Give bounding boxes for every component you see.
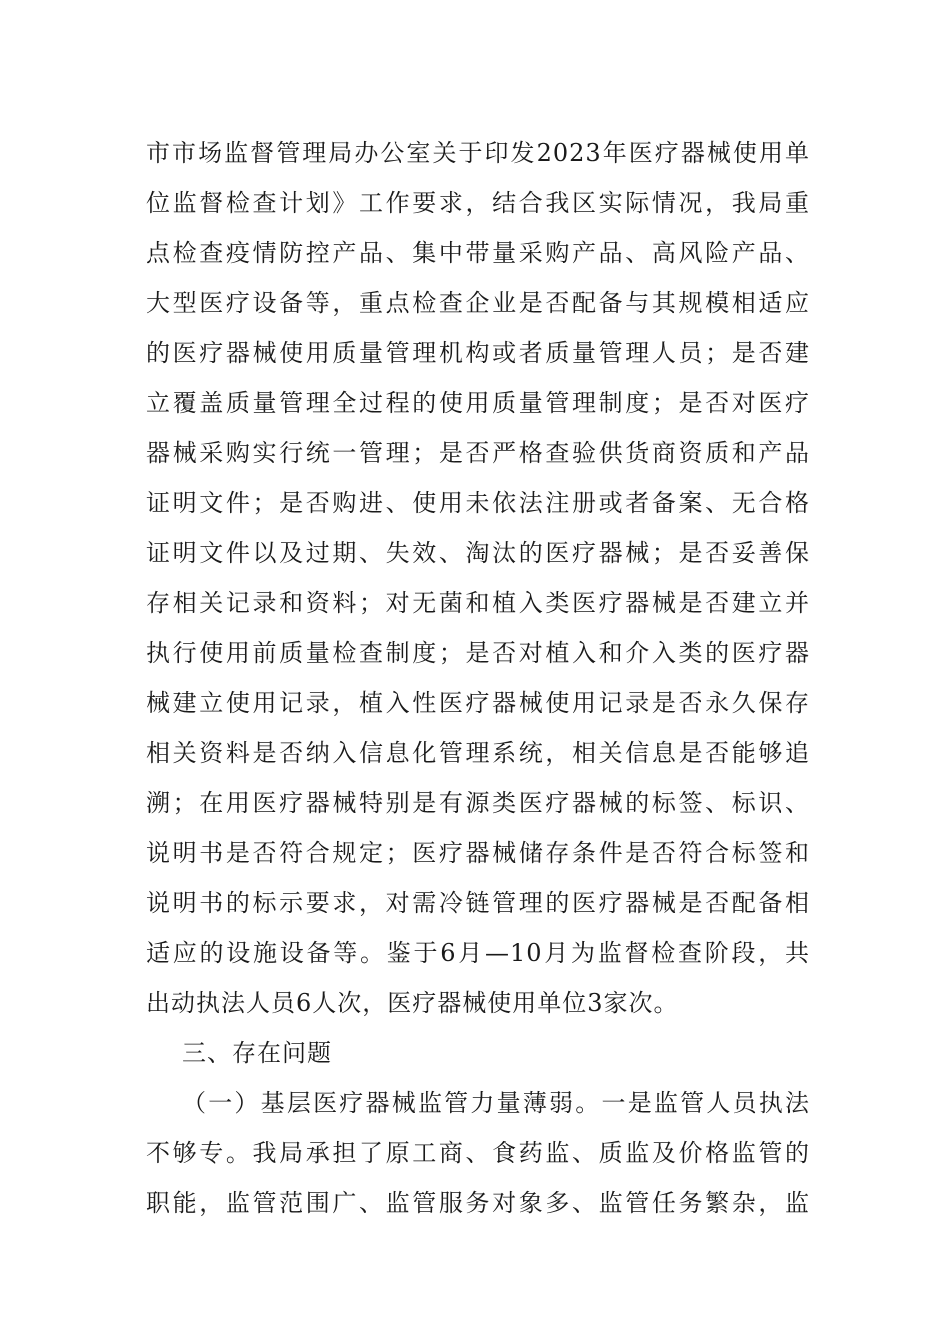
text-line: （一）基层医疗器械监管力量薄弱。一是监管人员执法 [182, 1089, 810, 1117]
text-line: 大型医疗设备等，重点检查企业是否配备与其规模相适应 [146, 289, 810, 317]
paragraph-weak-supervision [146, 1078, 810, 1228]
text-line: 证明文件以及过期、失效、淘汰的医疗器械；是否妥善保 [146, 539, 810, 567]
text-line: 执行使用前质量检查制度；是否对植入和介入类的医疗器 [146, 639, 810, 667]
section-heading: 三、存在问题 [182, 1039, 332, 1067]
text-line: 不够专。我局承担了原工商、食药监、质监及价格监管的 [146, 1139, 810, 1167]
text-line: 说明书的标示要求，对需冷链管理的医疗器械是否配备相 [146, 889, 810, 917]
text-line: 的医疗器械使用质量管理机构或者质量管理人员；是否建 [146, 339, 810, 367]
paragraph-inspection-scope [146, 128, 810, 1028]
text-line: 说明书是否符合规定；医疗器械储存条件是否符合标签和 [146, 839, 810, 867]
text-line: 证明文件；是否购进、使用未依法注册或者备案、无合格 [146, 489, 810, 517]
text-line: 市市场监督管理局办公室关于印发2023年医疗器械使用单 [146, 139, 810, 167]
document-body [146, 128, 810, 1228]
text-line: 位监督检查计划》工作要求，结合我区实际情况，我局重 [146, 189, 810, 217]
text-line: 职能，监管范围广、监管服务对象多、监管任务繁杂，监 [146, 1189, 810, 1217]
text-line: 立覆盖质量管理全过程的使用质量管理制度；是否对医疗 [146, 389, 810, 417]
text-line: 械建立使用记录，植入性医疗器械使用记录是否永久保存 [146, 689, 810, 717]
text-line: 器械采购实行统一管理；是否严格查验供货商资质和产品 [146, 439, 810, 467]
text-line: 适应的设施设备等。鉴于6月—10月为监督检查阶段，共 [146, 939, 810, 967]
text-line: 出动执法人员6人次，医疗器械使用单位3家次。 [146, 989, 679, 1017]
text-line: 点检查疫情防控产品、集中带量采购产品、高风险产品、 [146, 239, 810, 267]
text-line: 相关资料是否纳入信息化管理系统，相关信息是否能够追 [146, 739, 810, 767]
text-line: 存相关记录和资料；对无菌和植入类医疗器械是否建立并 [146, 589, 810, 617]
text-line: 溯；在用医疗器械特别是有源类医疗器械的标签、标识、 [146, 789, 810, 817]
